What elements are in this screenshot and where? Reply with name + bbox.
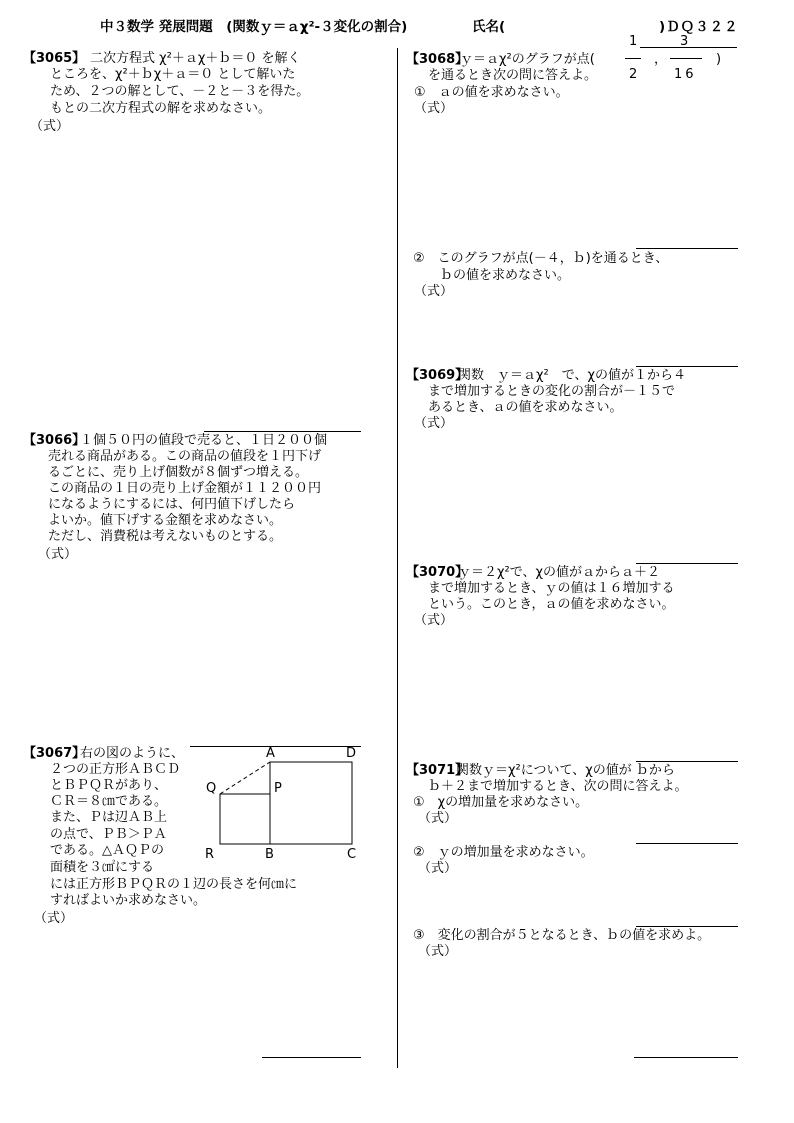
problem-3066-line: よいか。値下げする金額を求めなさい。 xyxy=(48,513,283,528)
problem-3070-line: ｙ＝２χ²で、χの値がａからａ＋２ xyxy=(458,565,660,580)
problem-3067-line: すればよいか求めなさい。 xyxy=(50,893,207,908)
answer-line xyxy=(204,431,361,432)
point-close-paren: ) xyxy=(716,52,722,67)
question-1: ① ａの値を求めなさい。 xyxy=(414,85,569,100)
fraction-1-numerator: 1 xyxy=(629,34,638,49)
problem-id-3066: 【3066】 xyxy=(23,433,86,448)
fraction-1-denominator: 2 xyxy=(629,67,638,82)
vertex-label-r: R xyxy=(205,847,215,862)
problem-3068-line: ｙ＝ａχ²のグラフが点( xyxy=(460,52,595,67)
column-divider xyxy=(397,48,398,1068)
question-2: ② ｙの増加量を求めなさい。 xyxy=(413,845,594,860)
question-2-cont: ｂの値を求めなさい。 xyxy=(440,268,571,283)
problem-id-3069: 【3069】 xyxy=(406,368,469,383)
problem-id-3067: 【3067】 xyxy=(23,746,86,761)
segment-qa xyxy=(220,762,270,794)
problem-3066-line: になるようにするには、何円値下げしたら xyxy=(48,497,296,512)
vertex-label-c: C xyxy=(347,847,357,862)
problem-3067-line: 右の図のように、 xyxy=(80,746,185,761)
shiki-label: （式） xyxy=(414,101,454,116)
answer-line xyxy=(636,843,738,844)
shiki-label: （式） xyxy=(418,861,458,876)
problem-3067-line: である。△ＡＱＰの xyxy=(50,843,164,858)
problem-3067-line: とＢＰＱＲがあり、 xyxy=(50,778,168,793)
problem-3066-line: るごとに、売り上げ個数が８個ずつ増える。 xyxy=(48,465,309,480)
problem-3070-line: まで増加するとき、ｙの値は１６増加する xyxy=(428,581,675,596)
shiki-label: （式） xyxy=(418,944,458,959)
question-2: ② このグラフが点(－４，ｂ)を通るとき、 xyxy=(413,251,669,266)
problem-id-3071: 【3071】 xyxy=(406,763,469,778)
vertex-label-a: A xyxy=(266,746,275,761)
shiki-label: （式） xyxy=(30,119,70,134)
square-abcd xyxy=(270,762,352,844)
document-code: )ＤＱ３２２ xyxy=(659,19,739,35)
page-title: 中３数学 発展問題 (関数ｙ＝ａχ²-３変化の割合) xyxy=(100,19,408,35)
problem-3066-line: この商品の１日の売り上げ金額が１１２００円 xyxy=(48,481,322,496)
vertex-label-p: P xyxy=(274,781,282,796)
answer-line xyxy=(636,926,738,927)
shiki-label: （式） xyxy=(414,284,454,299)
shiki-label: （式） xyxy=(34,911,74,926)
fraction-1-bar xyxy=(625,58,641,59)
vertex-label-b: B xyxy=(265,847,274,862)
problem-3065-line: ため、２つの解として、－２と－３を得た。 xyxy=(50,84,310,99)
square-bpqr xyxy=(220,794,270,844)
problem-3069-line: あるとき、ａの値を求めなさい。 xyxy=(428,400,623,415)
problem-3069-line: 関数 ｙ＝ａχ² で、χの値が１から４ xyxy=(458,368,686,383)
problem-3067-line: また、Ｐは辺ＡＢ上 xyxy=(50,810,168,825)
answer-line xyxy=(636,563,738,564)
problem-id-3068: 【3068】 xyxy=(406,52,469,67)
problem-3067-line: の点で、ＰＢ＞ＰＡ xyxy=(50,827,167,842)
shiki-label: （式） xyxy=(414,416,454,431)
problem-3071-line: ｂ＋２まで増加するとき、次の問に答えよ。 xyxy=(428,779,688,794)
problem-3066-line: ただし、消費税は考えないものとする。 xyxy=(48,529,283,544)
problem-3066-line: 売れる商品がある。この商品の値段を１円下げ xyxy=(48,449,322,464)
problem-3067-line: には正方形ＢＰＱＲの１辺の長さを何㎝に xyxy=(50,877,298,892)
fraction-2-denominator: 16 xyxy=(674,67,697,82)
name-label: 氏名( xyxy=(472,19,506,35)
problem-3067-line: ＣＲ＝８㎝である。 xyxy=(50,794,168,809)
vertex-label-q: Q xyxy=(206,781,217,796)
answer-line xyxy=(636,366,738,367)
question-3: ③ 変化の割合が５となるとき、ｂの値を求めよ。 xyxy=(413,928,711,943)
problem-3069-line: まで増加するときの変化の割合が－１５で xyxy=(428,384,676,399)
answer-line xyxy=(262,1057,361,1058)
problem-3070-line: という。このとき，ａの値を求めなさい。 xyxy=(428,597,675,612)
fraction-comma: ， xyxy=(654,52,668,67)
problem-3066-line: １個５０円の値段で売ると、１日２００個 xyxy=(80,433,328,448)
problem-3068-line: を通るとき次の問に答えよ。 xyxy=(428,68,598,83)
problem-3067-line: ２つの正方形ＡＢＣＤ xyxy=(50,762,181,777)
shiki-label: （式） xyxy=(414,613,454,628)
problem-3065-line: 二次方程式 χ²＋ａχ＋ｂ＝０ を解く xyxy=(90,51,301,66)
answer-line xyxy=(640,47,737,48)
problem-3065-line: もとの二次方程式の解を求めなさい。 xyxy=(50,101,272,116)
fraction-2-numerator: 3 xyxy=(680,34,689,49)
square-figure xyxy=(200,742,370,867)
shiki-label: （式） xyxy=(418,811,458,826)
vertex-label-d: D xyxy=(346,746,357,761)
shiki-label: （式） xyxy=(38,547,78,562)
problem-id-3065: 【3065】 xyxy=(23,51,86,66)
problem-3067-line: 面積を３㎠にする xyxy=(50,860,155,875)
problem-3071-line: 関数ｙ＝χ²について、χの値が ｂから xyxy=(456,763,675,778)
question-1: ① χの増加量を求めなさい。 xyxy=(413,795,589,810)
answer-line xyxy=(636,248,738,249)
fraction-2-bar xyxy=(670,58,702,59)
problem-id-3070: 【3070】 xyxy=(406,565,469,580)
answer-line xyxy=(634,1057,738,1058)
answer-line xyxy=(636,761,738,762)
problem-3065-line: ところを、χ²＋ｂχ＋ａ＝０ として解いた xyxy=(50,67,296,82)
